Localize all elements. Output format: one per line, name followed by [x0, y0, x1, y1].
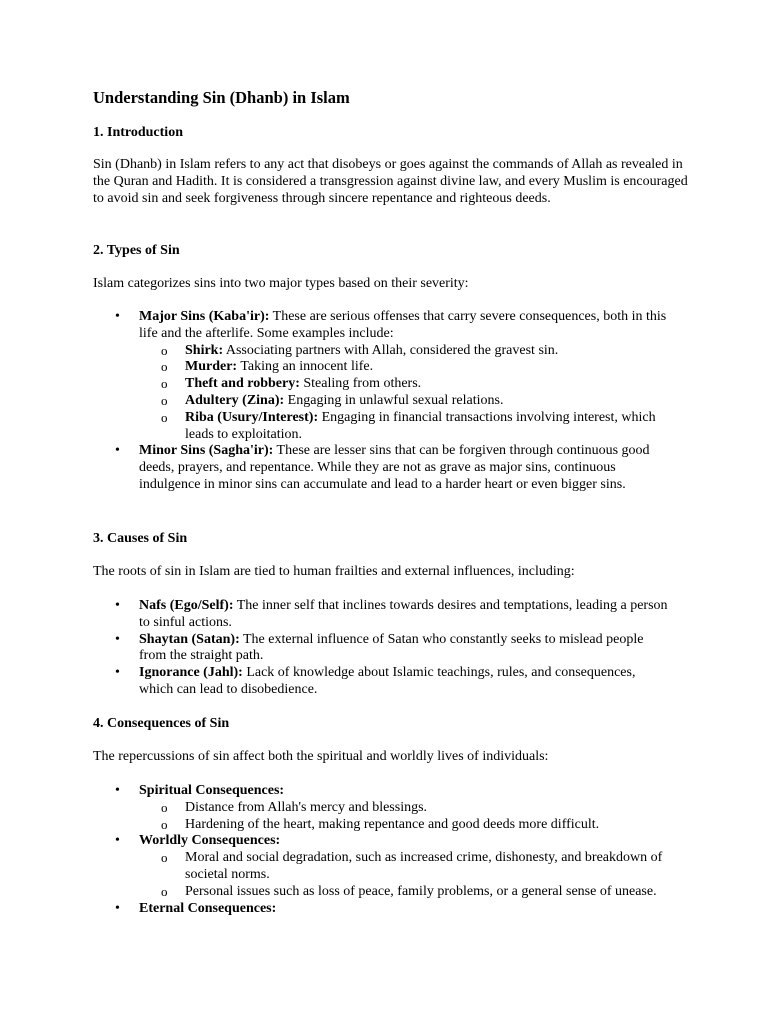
sub-list	[139, 800, 673, 834]
sub-list	[139, 343, 673, 444]
item-label: Worldly Consequences:	[139, 833, 281, 849]
document-title: Understanding Sin (Dhanb) in Islam	[93, 88, 350, 107]
item-label: Eternal Consequences:	[139, 900, 277, 916]
sub-list-item	[139, 359, 673, 376]
section-heading-introduction: 1. Introduction	[93, 125, 183, 140]
sub-item-label: Riba (Usury/Interest):	[185, 409, 319, 425]
introduction-paragraph: Sin (Dhanb) in Islam refers to any act that disobeys or goes against the commands of Allah as revealed in the Quran and Hadith. It is considered a transgression against divine law, and every Muslim is encouraged to avoid sin and seek forgiveness through sincere repentance and righteous deeds.	[93, 157, 688, 206]
types-paragraph: Islam categorizes sins into two major types based on their severity:	[93, 276, 469, 291]
sub-item-text: Stealing from others.	[299, 376, 422, 392]
item-text: The external influence of Satan who constantly seeks to mislead people from the straight path.	[139, 631, 644, 664]
list-item	[113, 598, 673, 632]
list-item	[113, 632, 673, 666]
list-item	[113, 665, 673, 699]
sub-item-label: Theft and robbery:	[185, 376, 300, 392]
section-heading-consequences: 4. Consequences of Sin	[93, 716, 230, 731]
sub-item-label: Shirk:	[185, 342, 224, 358]
sub-list-item	[139, 376, 673, 393]
sub-item-text: Engaging in financial transactions involving interest, which leads to exploitation.	[185, 409, 656, 442]
item-label: Ignorance (Jahl):	[139, 665, 243, 681]
sub-item-label: Adultery (Zina):	[185, 392, 285, 408]
sub-list-item: o Personal issues such as loss of peace, family problems, or a general sense of unease.	[139, 884, 673, 901]
item-label: Spiritual Consequences:	[139, 783, 285, 798]
item-text: Lack of knowledge about Islamic teachings, rules, and consequences, which can lead to disobedience.	[139, 665, 636, 697]
sub-list-item: o Hardening of the heart, making repentance and good deeds more difficult.	[139, 817, 673, 834]
sub-list-item	[139, 343, 673, 360]
sub-item-text: Engaging in unlawful sexual relations.	[284, 392, 504, 408]
causes-paragraph: The roots of sin in Islam are tied to human frailties and external influences, including:	[93, 564, 575, 579]
list-item	[113, 443, 673, 493]
consequences-paragraph: The repercussions of sin affect both the spiritual and worldly lives of individuals:	[93, 749, 549, 764]
item-text: These are lesser sins that can be forgiven through continuous good deeds, prayers, and repentance. While they are not as grave as major sins, continuous indulgence in minor sins can accumulate and lead to a harder heart or even bigger sins.	[139, 443, 650, 492]
consequences-list	[113, 783, 673, 917]
list-item	[113, 309, 673, 443]
item-text: The inner self that inclines towards desires and temptations, leading a person to sinful actions.	[139, 598, 668, 630]
sub-item-text: Associating partners with Allah, considered the gravest sin.	[223, 342, 559, 358]
list-item	[113, 833, 673, 900]
sub-list-item: o Moral and social degradation, such as increased crime, dishonesty, and breakdown of societal norms.	[139, 850, 673, 884]
causes-list	[113, 598, 673, 699]
item-label: Major Sins (Kaba'ir):	[139, 309, 270, 324]
section-heading-causes: 3. Causes of Sin	[93, 531, 188, 546]
item-label: Nafs (Ego/Self):	[139, 598, 234, 613]
sub-list	[139, 850, 673, 900]
list-item	[113, 783, 673, 833]
sub-list-item: o Distance from Allah's mercy and blessings.	[139, 800, 673, 817]
section-heading-types: 2. Types of Sin	[93, 243, 180, 258]
item-label: Minor Sins (Sagha'ir):	[139, 443, 274, 459]
sub-list-item	[139, 410, 673, 444]
sub-list-item	[139, 393, 673, 410]
item-text: These are serious offenses that carry severe consequences, both in this life and the afterlife. Some examples include:	[139, 309, 667, 341]
list-item	[113, 901, 673, 918]
sub-item-label: Murder:	[185, 359, 238, 375]
item-label: Shaytan (Satan):	[139, 631, 240, 647]
sub-item-text: Taking an innocent life.	[237, 359, 374, 375]
types-list	[113, 309, 673, 494]
